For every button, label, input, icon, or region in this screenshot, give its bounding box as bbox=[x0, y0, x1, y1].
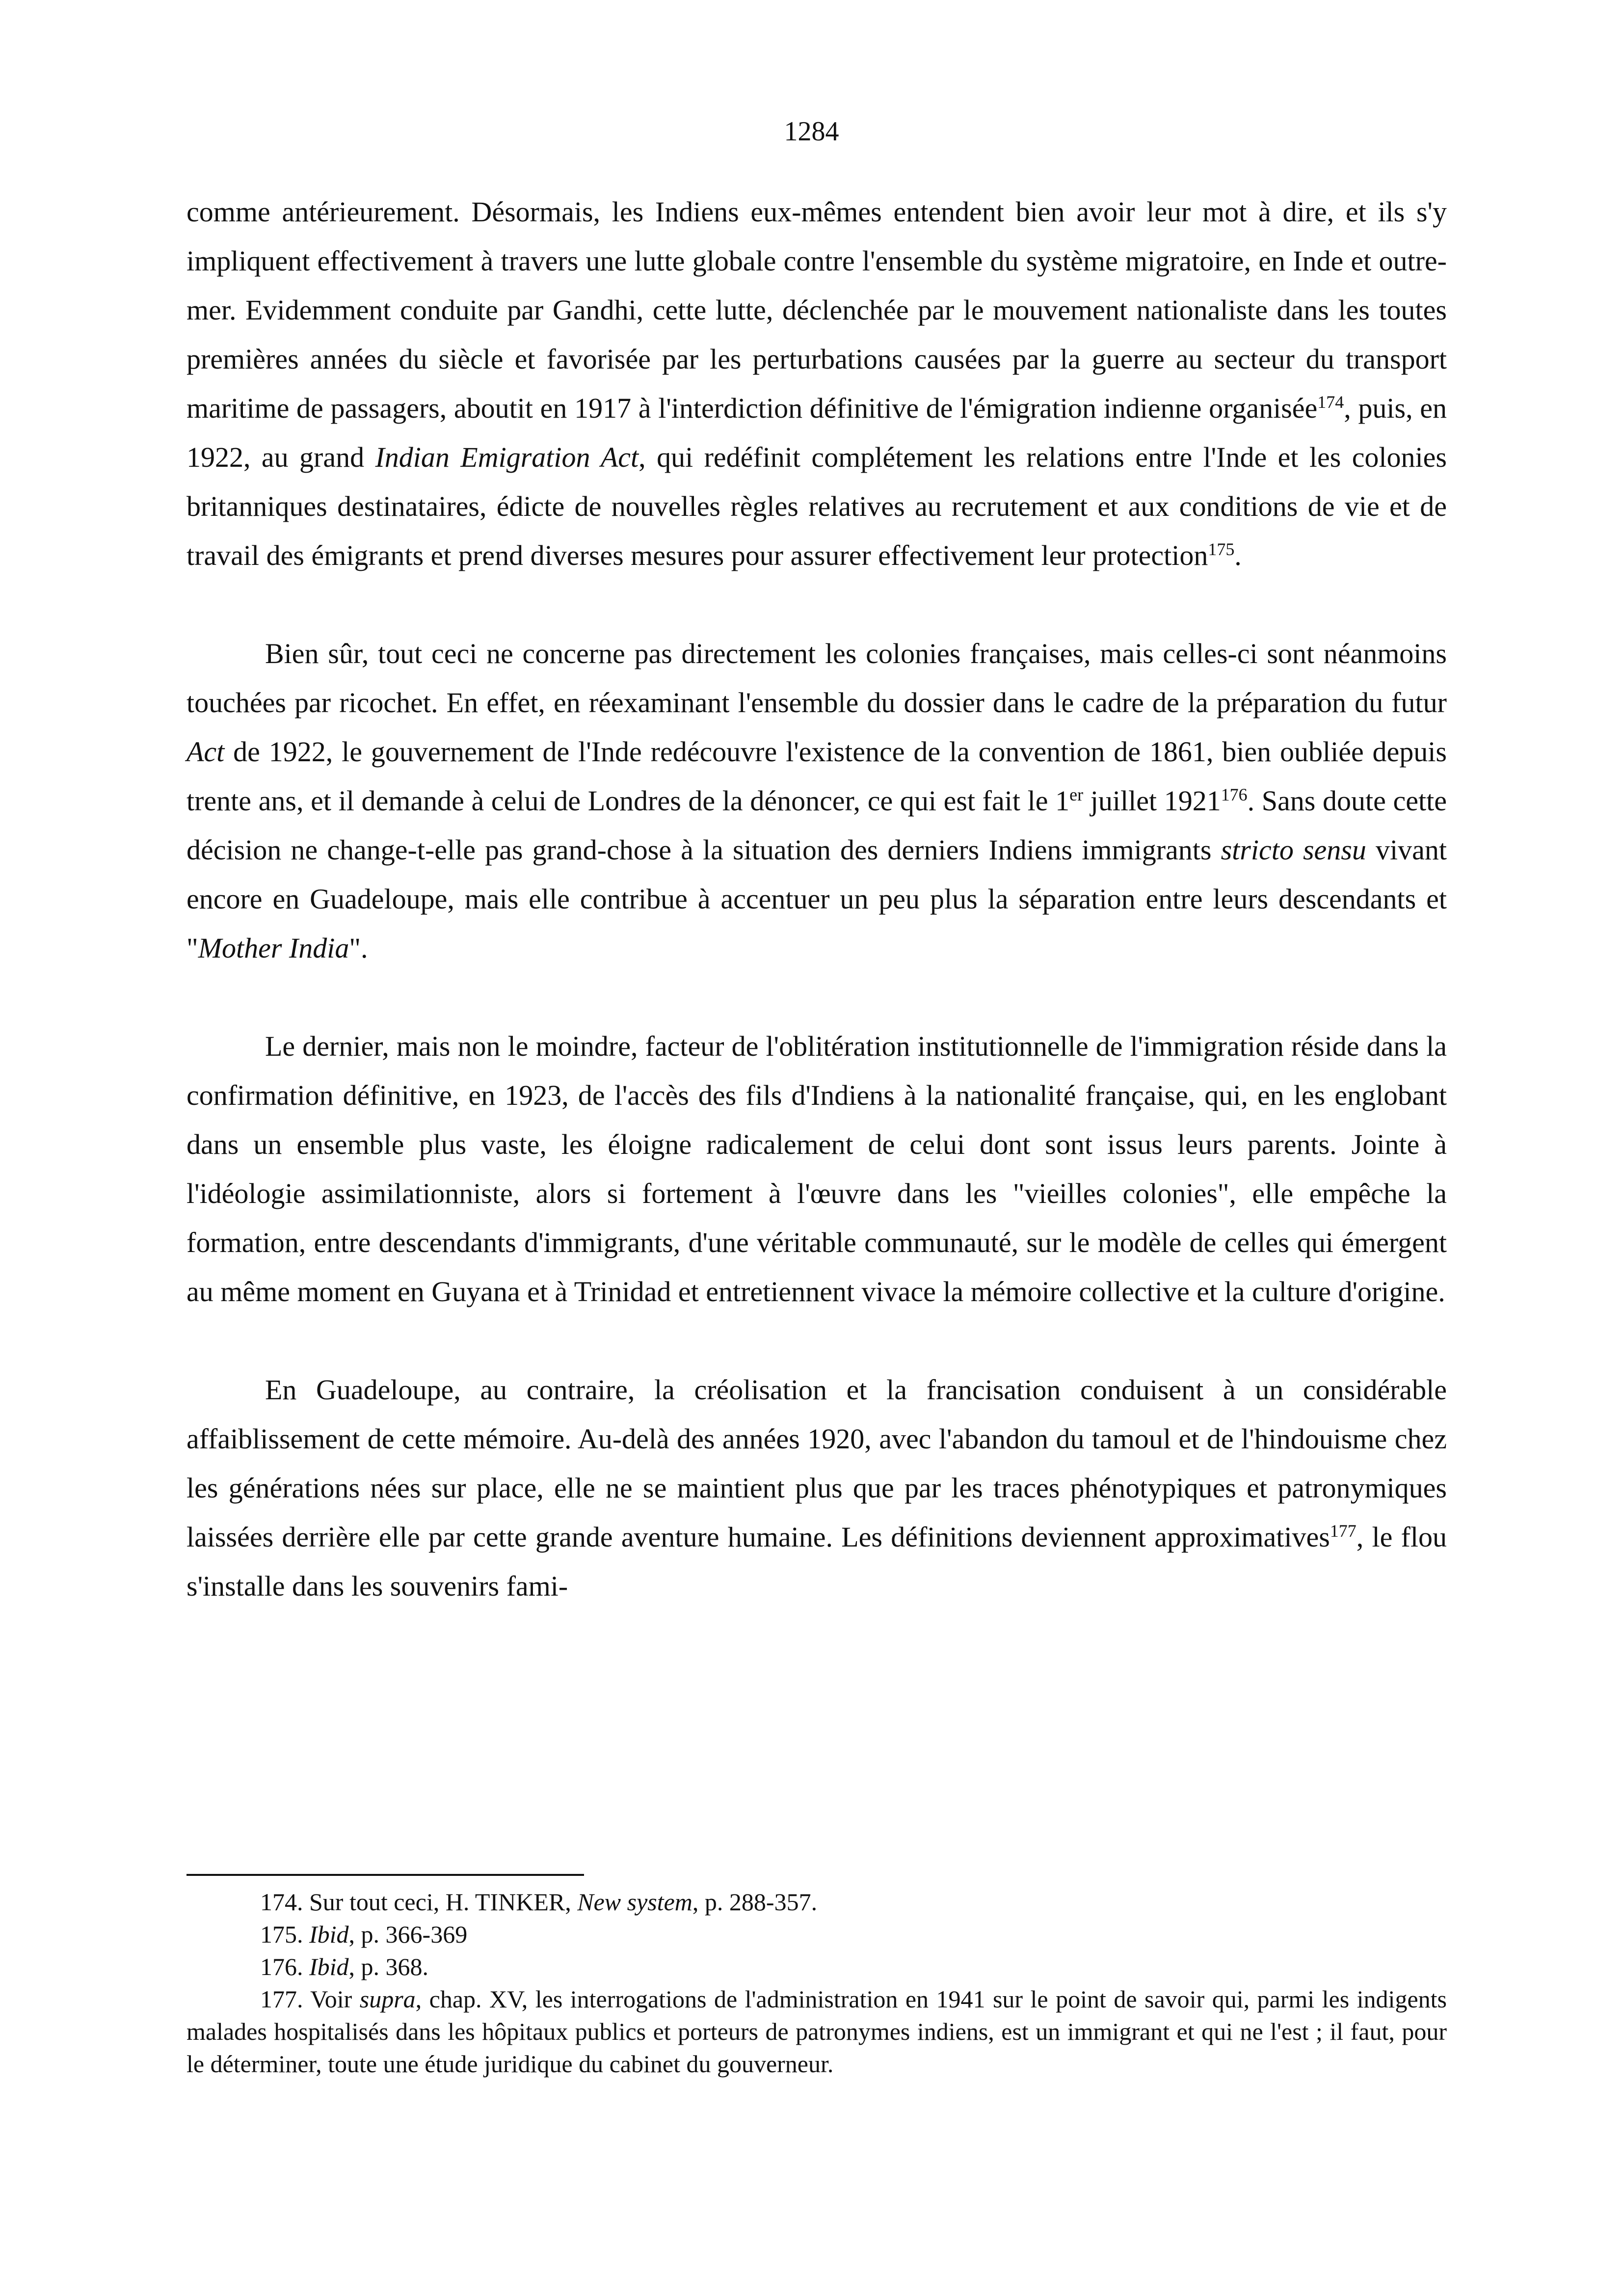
text-run: , p. 288-357. bbox=[692, 1888, 818, 1916]
text-run: , le flou s'installe dans les souvenirs fami- bbox=[186, 1521, 1447, 1602]
italic-text: Ibid bbox=[309, 1921, 349, 1948]
text-run: comme antérieurement. Désormais, les Indiens eux-mêmes entendent bien avoir leur mot à dire, et ils s'y impliquent effectivement à travers une lutte globale contre l'ensemble du système migratoire, en Inde et outre-mer. Evidemment conduite par Gandhi, cette lutte, déclenchée par le mouvement nationaliste dans les toutes premières années du siècle et favorisée par les perturbations causées par la guerre au secteur du transport maritime de passagers, aboutit en 1917 à l'interdiction définitive de l'émigration indienne organisée bbox=[186, 196, 1447, 424]
text-run: ". bbox=[349, 932, 368, 964]
text-run: . Sans doute cette décision ne change-t-elle pas grand-chose à la situation des derniers Indiens immigrants bbox=[186, 785, 1447, 866]
text-run: Le dernier, mais non le moindre, facteur de l'oblitération institutionnelle de l'immigration réside dans la confirmation définitive, en 1923, de l'accès des fils d'Indiens à la nationalité française, qui, en les englobant dans un ensemble plus vaste, les éloigne radicalement de celui dont sont issus leurs parents. Jointe à l'idéologie assimilationniste, alors si fortement à l'œuvre dans les "vieilles colonies", elle empêche la formation, entre descendants d'immigrants, d'une véritable communauté, sur le modèle de celles qui émergent au même moment en Guyana et à Trinidad et entretiennent vivace la mémoire collective et la culture d'origine. bbox=[186, 1030, 1447, 1308]
paragraph bbox=[186, 187, 1447, 580]
text-run: vivant encore en Guadeloupe, mais elle contribue à accentuer un peu plus la séparation entre leurs descendants et " bbox=[186, 834, 1447, 964]
paragraph bbox=[186, 629, 1447, 973]
text-run: . bbox=[1234, 539, 1242, 571]
text-run: , chap. XV, les interrogations de l'administration en 1941 sur le point de savoir qui, parmi les indigents malades hospitalisés dans les hôpitaux publics et porteurs de patronymes indiens, est un immigrant et qui ne l'est ; il faut, pour le déterminer, toute une étude juridique du cabinet du gouverneur. bbox=[186, 1985, 1447, 2078]
footnote-reference: 176 bbox=[1221, 785, 1248, 805]
body-text bbox=[186, 187, 1447, 1611]
text-run: juillet 1921 bbox=[1083, 785, 1221, 817]
paragraph bbox=[186, 1022, 1447, 1316]
italic-text: Act bbox=[186, 736, 225, 768]
text-run: 176. bbox=[260, 1953, 309, 1980]
italic-text: Indian Emigration Act bbox=[375, 441, 639, 473]
footnote bbox=[186, 1918, 1447, 1950]
text-run: , qui redéfinit complétement les relations entre l'Inde et les colonies britanniques destinataires, édicte de nouvelles règles relatives au recrutement et aux conditions de vie et de travail des émigrants et prend diverses mesures pour assurer effectivement leur protection bbox=[186, 441, 1447, 571]
footnote-reference: 177 bbox=[1330, 1521, 1357, 1541]
paragraph bbox=[186, 1365, 1447, 1611]
italic-text: New system bbox=[577, 1888, 692, 1916]
text-run: , p. 366-369 bbox=[348, 1921, 468, 1948]
text-run: , p. 368. bbox=[348, 1953, 429, 1980]
footnote bbox=[186, 1983, 1447, 2080]
text-run: , puis, en 1922, au grand bbox=[186, 392, 1447, 473]
footnotes bbox=[186, 1886, 1447, 2080]
italic-text: supra bbox=[359, 1985, 416, 2013]
text-run: 177. Voir bbox=[260, 1985, 360, 2013]
text-run: de 1922, le gouvernement de l'Inde redécouvre l'existence de la convention de 1861, bien oubliée depuis trente ans, et il demande à celui de Londres de la dénoncer, ce qui est fait le 1 bbox=[186, 736, 1447, 817]
footnote bbox=[186, 1950, 1447, 1983]
text-run: 175. bbox=[260, 1921, 309, 1948]
text-run: Bien sûr, tout ceci ne concerne pas directement les colonies françaises, mais celles-ci sont néanmoins touchées par ricochet. En effet, en réexaminant l'ensemble du dossier dans le cadre de la préparation du futur bbox=[186, 638, 1447, 719]
footnote-separator bbox=[186, 1874, 584, 1876]
page-number: 1284 bbox=[784, 116, 839, 147]
text-run: 174. Sur tout ceci, H. TINKER, bbox=[260, 1888, 578, 1916]
footnote-reference: 174 bbox=[1317, 392, 1344, 412]
footnote-reference: er bbox=[1069, 785, 1084, 805]
italic-text: stricto sensu bbox=[1221, 834, 1366, 866]
italic-text: Mother India bbox=[198, 932, 349, 964]
footnote bbox=[186, 1886, 1447, 1918]
footnote-reference: 175 bbox=[1208, 539, 1235, 560]
text-run: En Guadeloupe, au contraire, la créolisation et la francisation conduisent à un considérable affaiblissement de cette mémoire. Au-delà des années 1920, avec l'abandon du tamoul et de l'hindouisme chez les générations nées sur place, elle ne se maintient plus que par les traces phénotypiques et patronymiques laissées derrière elle par cette grande aventure humaine. Les définitions deviennent approximatives bbox=[186, 1374, 1447, 1553]
italic-text: Ibid bbox=[309, 1953, 349, 1980]
